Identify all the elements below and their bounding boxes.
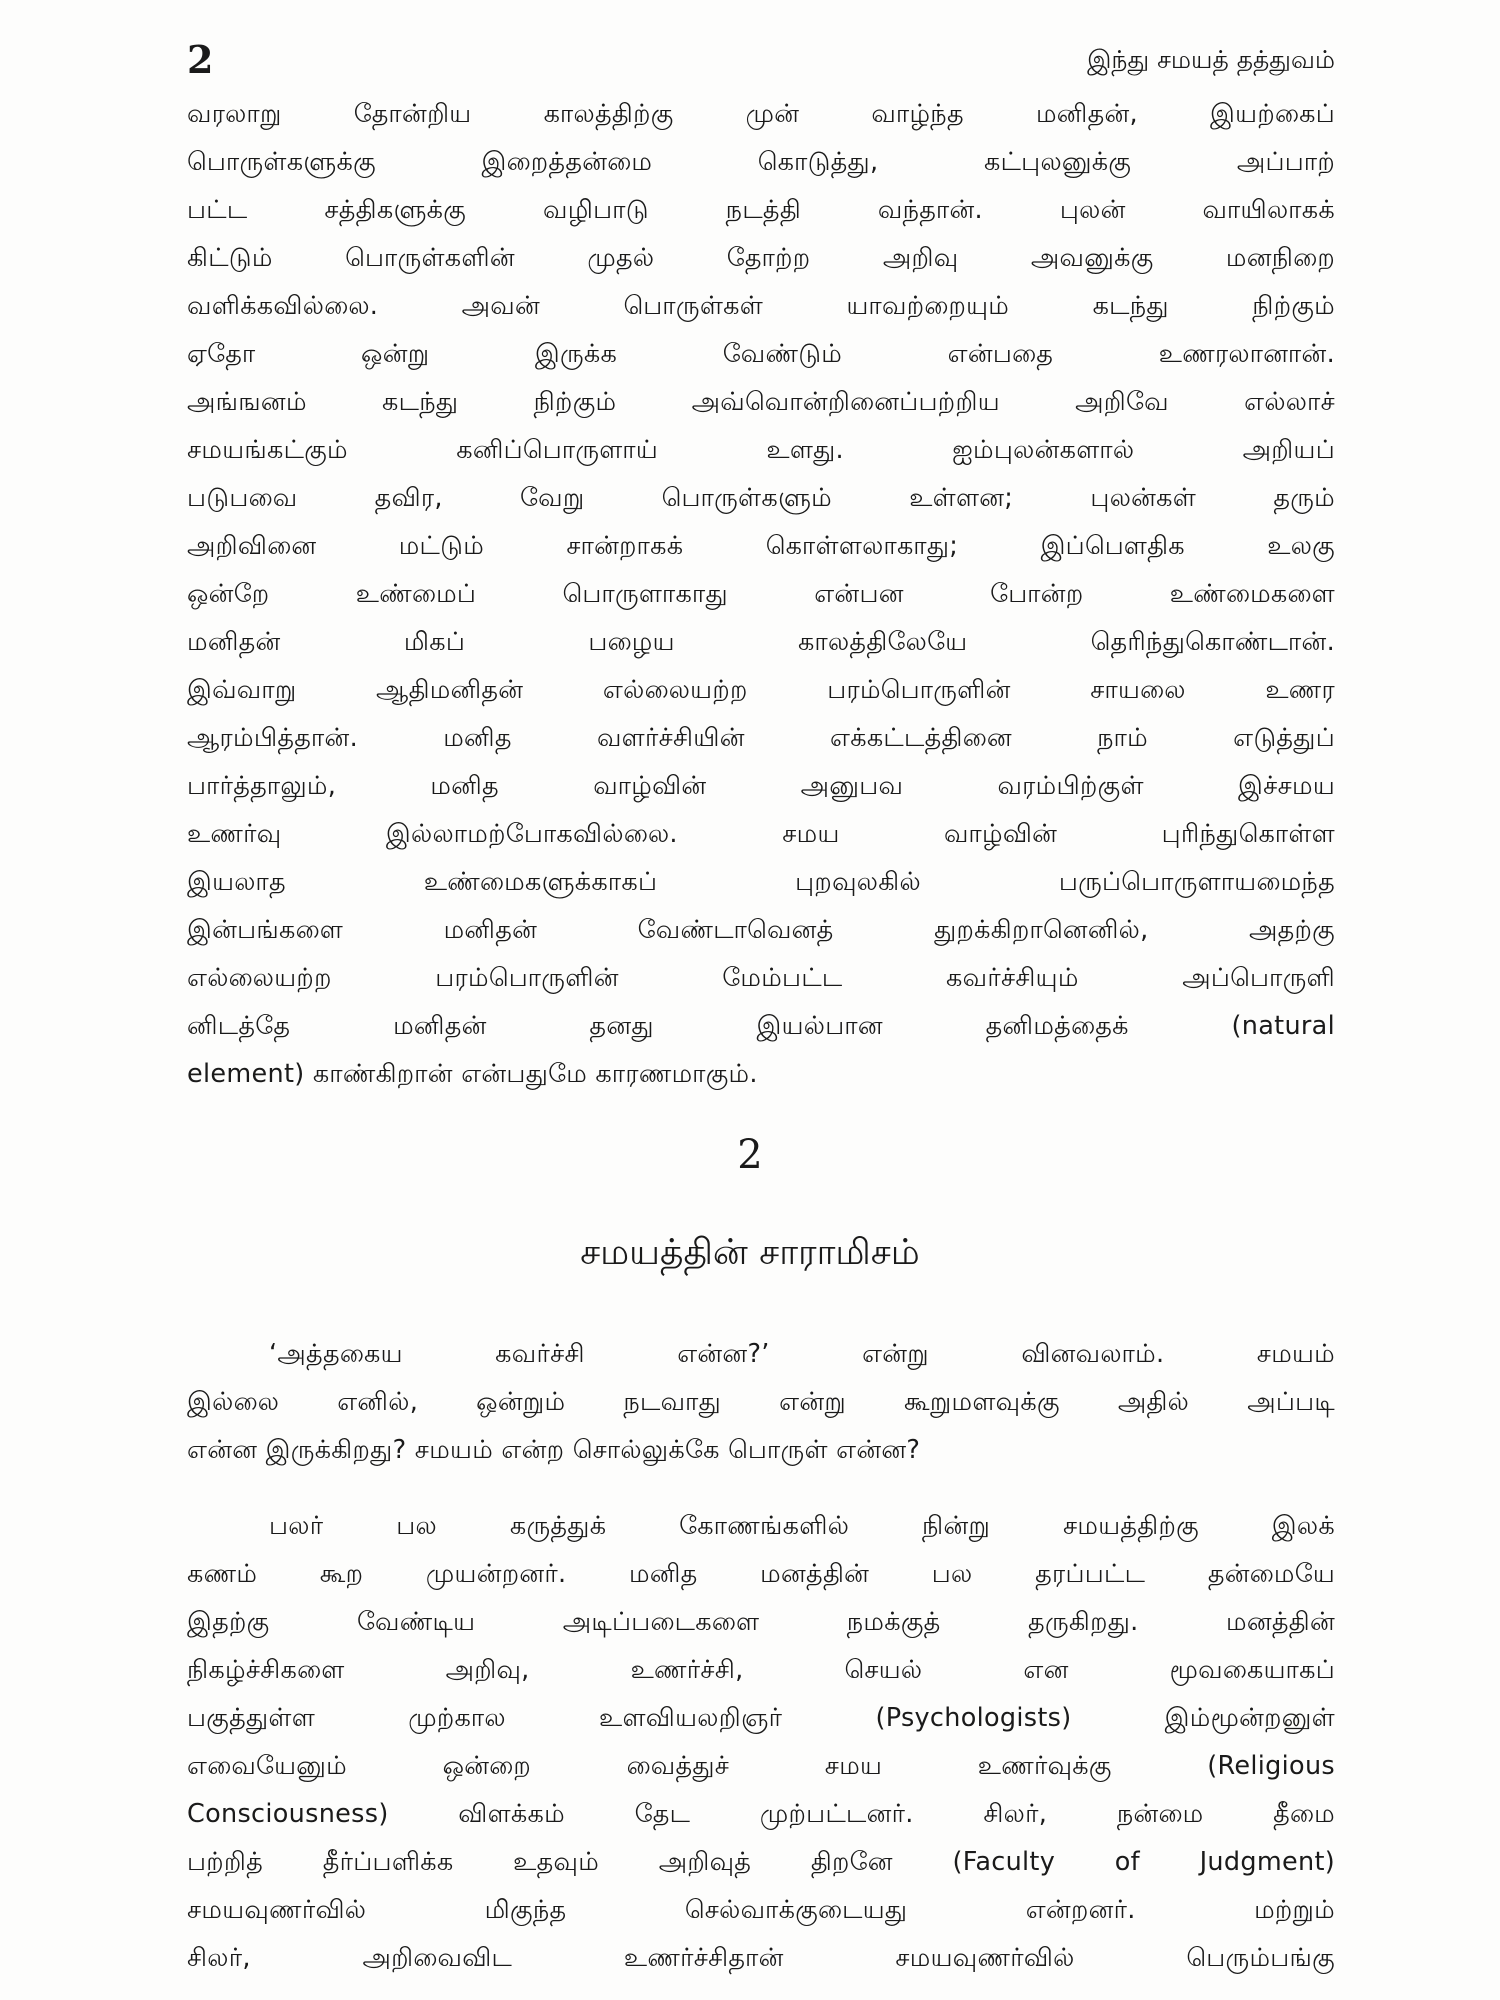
text-line: எல்லையற்ற பரம்பொருளின் மேம்பட்ட கவர்ச்சியும் அப்பொருளி <box>187 963 1335 993</box>
text-line: இன்பங்களை மனிதன் வேண்டாவெனத் துறக்கிறானெனில், அதற்கு <box>187 915 1335 945</box>
text-line: சிலர், அறிவைவிட உணர்ச்சிதான் சமயவுணர்வில் பெரும்பங்கு <box>187 1943 1335 1973</box>
text-line: பலர் பல கருத்துக் கோணங்களில் நின்று சமயத்திற்கு இலக் <box>269 1511 1335 1541</box>
text-line: பற்றித் தீர்ப்பளிக்க உதவும் அறிவுத் திறனே (Faculty of Judgment) <box>187 1847 1335 1877</box>
text-line: ஏதோ ஒன்று இருக்க வேண்டும் என்பதை உணரலானான். <box>187 339 1335 369</box>
chapter-number: 2 <box>737 1132 763 1178</box>
text-line: எவையேனும் ஒன்றை வைத்துச் சமய உணர்வுக்கு (Religious <box>187 1751 1335 1781</box>
text-line: இவ்வாறு ஆதிமனிதன் எல்லையற்ற பரம்பொருளின் சாயலை உணர <box>187 675 1335 705</box>
text-line: என்ன இருக்கிறது? சமயம் என்ற சொல்லுக்கே பொருள் என்ன? <box>187 1435 921 1465</box>
paragraph-3 <box>187 1502 1335 1982</box>
paragraph-1 <box>187 90 1335 1098</box>
text-line: இல்லை எனில், ஒன்றும் நடவாது என்று கூறுமளவுக்கு அதில் அப்படி <box>187 1387 1335 1417</box>
text-line: ‘அத்தகைய கவர்ச்சி என்ன?’ என்று வினவலாம். சமயம் <box>269 1339 1335 1369</box>
book-title: இந்து சமயத் தத்துவம் <box>1087 45 1335 74</box>
paragraph-2 <box>187 1330 1335 1474</box>
text-line: மனிதன் மிகப் பழைய காலத்திலேயே தெரிந்துகொண்டான். <box>187 627 1335 657</box>
text-line: வரலாறு தோன்றிய காலத்திற்கு முன் வாழ்ந்த மனிதன், இயற்கைப் <box>187 99 1335 129</box>
text-line: அங்ஙனம் கடந்து நிற்கும் அவ்வொன்றினைப்பற்றிய அறிவே எல்லாச் <box>187 387 1335 417</box>
text-line: ஒன்றே உண்மைப் பொருளாகாது என்பன போன்ற உண்மைகளை <box>187 579 1335 609</box>
text-line: பார்த்தாலும், மனித வாழ்வின் அனுபவ வரம்பிற்குள் இச்சமய <box>187 771 1335 801</box>
text-line: ஆரம்பித்தான். மனித வளர்ச்சியின் எக்கட்டத்தினை நாம் எடுத்துப் <box>187 723 1335 753</box>
running-head <box>187 38 1335 82</box>
text-line: இதற்கு வேண்டிய அடிப்படைகளை நமக்குத் தருகிறது. மனத்தின் <box>187 1607 1335 1637</box>
text-line: இயலாத உண்மைகளுக்காகப் புறவுலகில் பருப்பொருளாயமைந்த <box>187 867 1335 897</box>
text-line: அறிவினை மட்டும் சான்றாகக் கொள்ளலாகாது; இப்பௌதிக உலகு <box>187 531 1335 561</box>
text-line: வளிக்கவில்லை. அவன் பொருள்கள் யாவற்றையும் கடந்து நிற்கும் <box>187 291 1335 321</box>
text-line: கணம் கூற முயன்றனர். மனித மனத்தின் பல தரப்பட்ட தன்மையே <box>187 1559 1335 1589</box>
text-line: பட்ட சத்திகளுக்கு வழிபாடு நடத்தி வந்தான். புலன் வாயிலாகக் <box>187 195 1335 225</box>
text-line: கிட்டும் பொருள்களின் முதல் தோற்ற அறிவு அவனுக்கு மனநிறை <box>187 243 1335 273</box>
text-line: னிடத்தே மனிதன் தனது இயல்பான தனிமத்தைக் (natural <box>187 1011 1335 1041</box>
text-line: படுபவை தவிர, வேறு பொருள்களும் உள்ளன; புலன்கள் தரும் <box>187 483 1335 513</box>
text-line: element) காண்கிறான் என்பதுமே காரணமாகும். <box>187 1059 758 1089</box>
text-line: சமயங்கட்கும் கனிப்பொருளாய் உளது. ஐம்புலன்களால் அறியப் <box>187 435 1335 465</box>
page-number: 2 <box>187 37 214 82</box>
text-line: நிகழ்ச்சிகளை அறிவு, உணர்ச்சி, செயல் என மூவகையாகப் <box>187 1655 1335 1685</box>
chapter-title: சமயத்தின் சாராமிசம் <box>580 1232 920 1273</box>
text-line: சமயவுணர்வில் மிகுந்த செல்வாக்குடையது என்றனர். மற்றும் <box>187 1895 1335 1925</box>
text-line: பொருள்களுக்கு இறைத்தன்மை கொடுத்து, கட்புலனுக்கு அப்பாற் <box>187 147 1335 177</box>
text-line: உணர்வு இல்லாமற்போகவில்லை. சமய வாழ்வின் புரிந்துகொள்ள <box>187 819 1335 849</box>
text-line: பகுத்துள்ள முற்கால உளவியலறிஞர் (Psychologists) இம்மூன்றனுள் <box>187 1703 1335 1733</box>
text-line: Consciousness) விளக்கம் தேட முற்பட்டனர். சிலர், நன்மை தீமை <box>187 1799 1335 1829</box>
